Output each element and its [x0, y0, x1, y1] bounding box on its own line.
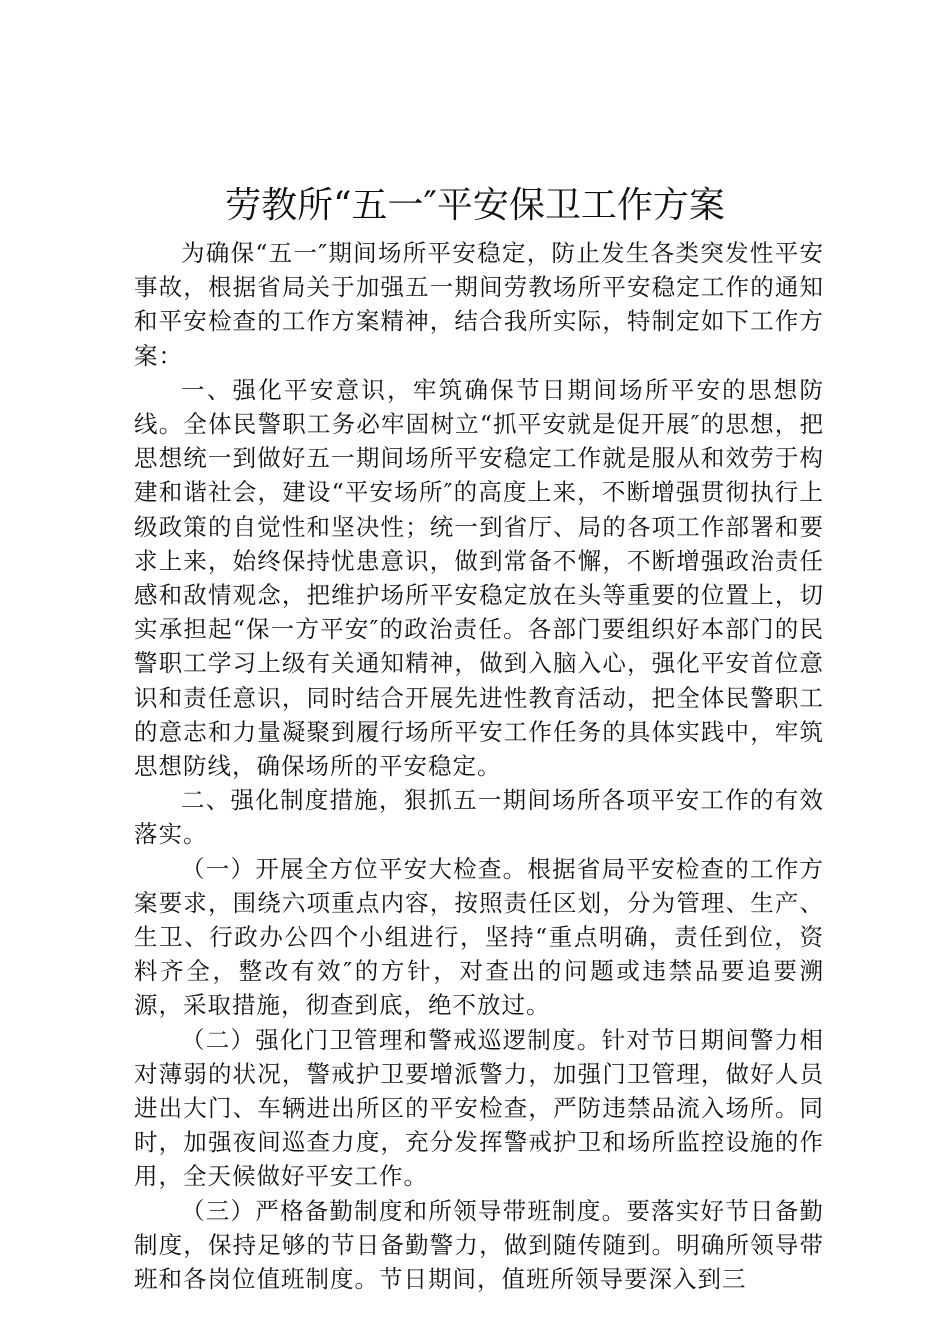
document-title: 劳教所“五一″平安保卫工作方案 [225, 185, 725, 226]
paragraph-section-2: 二、强化制度措施，狠抓五一期间场所各项平安工作的有效落实。 [134, 786, 824, 849]
paragraph-item-3: （三）严格备勤制度和所领导带班制度。要落实好节日备勤制度，保持足够的节日备勤警力，做到随传随到。明确所领导带班和各岗位值班制度。节日期间，值班所领导要深入到三 [134, 1196, 824, 1294]
paragraph-section-1: 一、强化平安意识，牢筑确保节日期间场所平安的思想防线。全体民警职工务必牢固树立“抓平安就是促开展″的思想，把思想统一到做好五一期间场所平安稳定工作就是服从和效劳于构建和谐社会，建设“平安场所″的高度上来，不断增强贯彻执行上级政策的自觉性和坚决性；统一到省厅、局的各项工作部署和要求上来，始终保持忧患意识，做到常备不懈，不断增强政治责任感和敌情观念，把维护场所平安稳定放在头等重要的位置上，切实承担起“保一方平安″的政治责任。各部门要组织好本部门的民警职工学习上级有关通知精神，做到入脑入心，强化平安首位意识和责任意识，同时结合开展先进性教育活动，把全体民警职工的意志和力量凝聚到履行场所平安工作任务的具体实践中，牢筑思想防线，确保场所的平安稳定。 [134, 375, 824, 781]
paragraph-item-2: （二）强化门卫管理和警戒巡逻制度。针对节日期间警力相对薄弱的状况，警戒护卫要增派警力，加强门卫管理，做好人员进出大门、车辆进出所区的平安检查，严防违禁品流入场所。同时，加强夜间巡查力度，充分发挥警戒护卫和场所监控设施的作用，全天候做好平安工作。 [134, 1025, 824, 1191]
paragraph-item-1: （一）开展全方位平安大检查。根据省局平安检查的工作方案要求，围绕六项重点内容，按照责任区划，分为管理、生产、生卫、行政办公四个小组进行，坚持“重点明确，责任到位，资料齐全，整改有效″的方针，对查出的问题或违禁品要追要溯源，采取措施，彻查到底，绝不放过。 [134, 854, 824, 1020]
paragraph-intro: 为确保“五一″期间场所平安稳定，防止发生各类突发性平安事故，根据省局关于加强五一期间劳教场所平安稳定工作的通知和平安检查的工作方案精神，结合我所实际，特制定如下工作方案： [134, 239, 824, 370]
document-body [134, 236, 824, 1296]
